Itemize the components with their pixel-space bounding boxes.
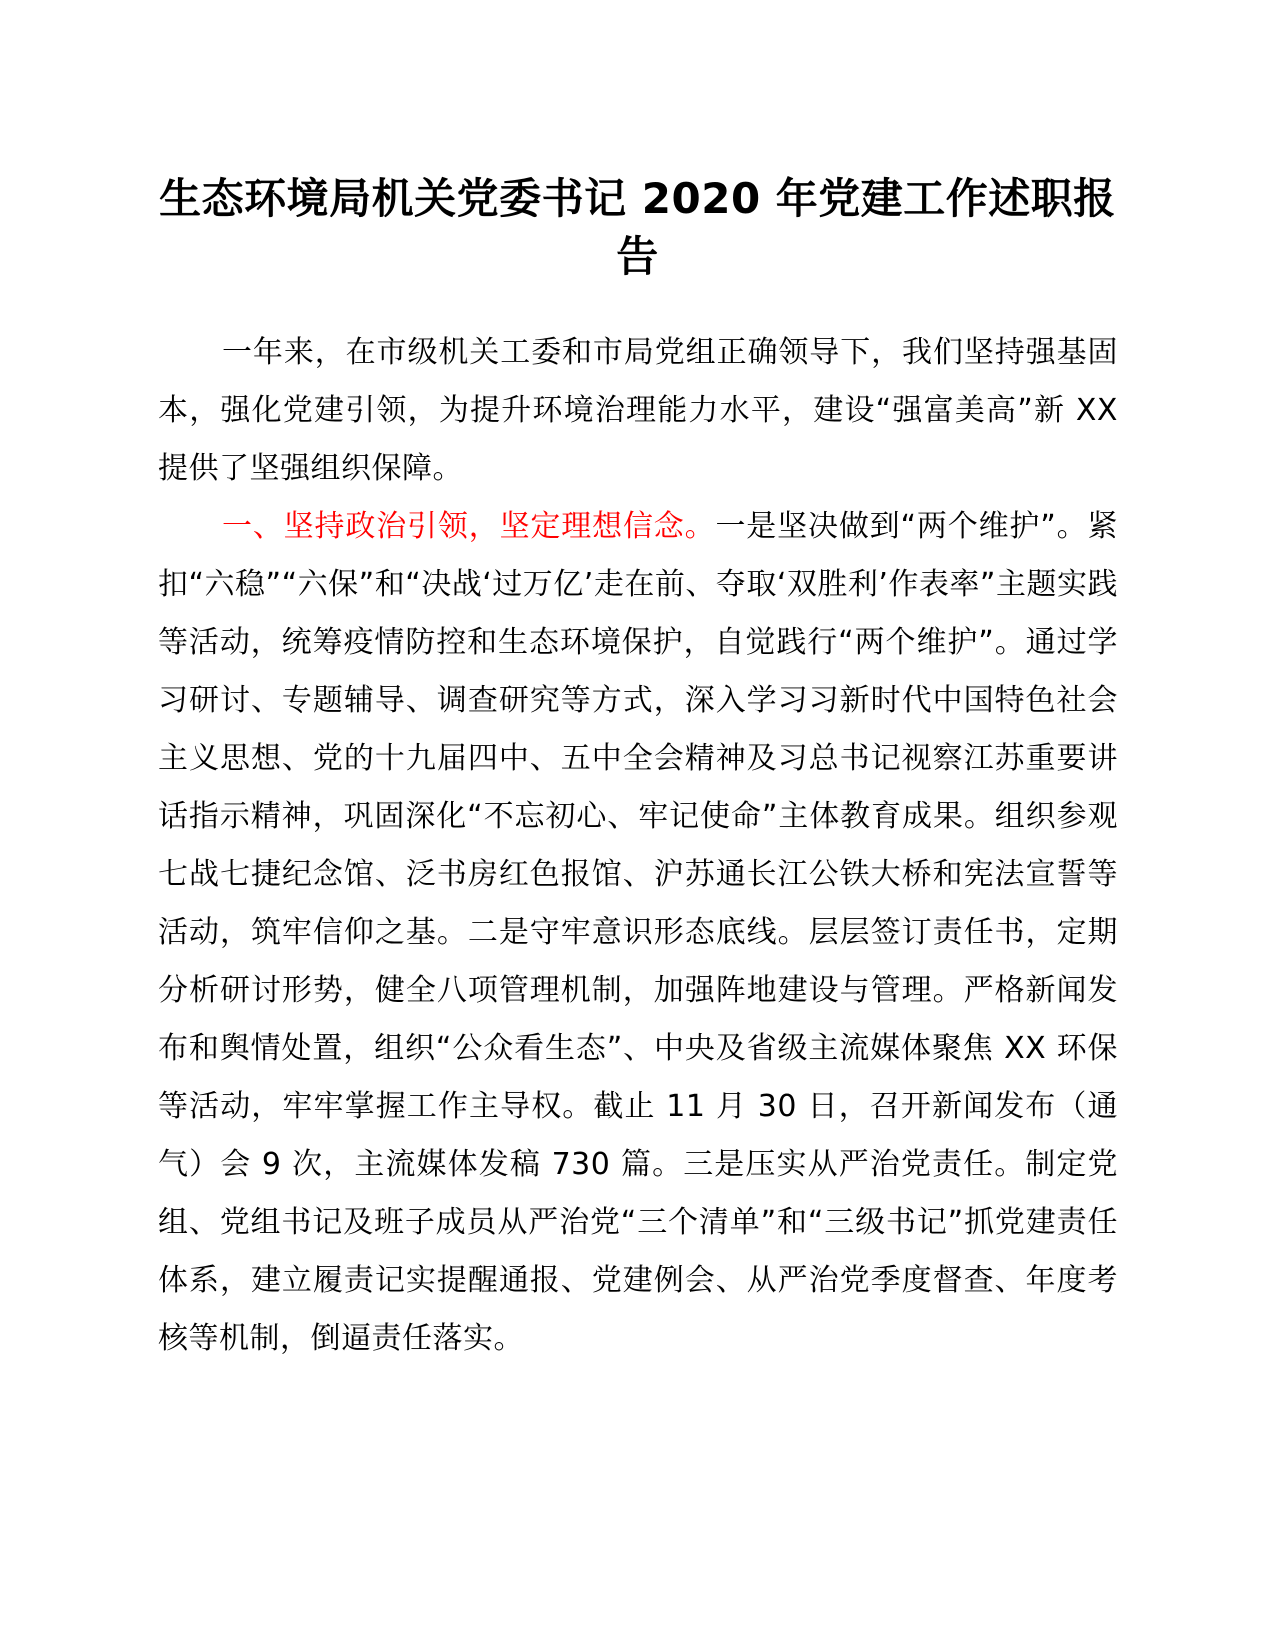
- intro-paragraph-text: 一年来，在市级机关工委和市局党组正确领导下，我们坚持强基固本，强化党建引领，为提升环境治理能力水平，建设“强富美高”新 XX 提供了坚强组织保障。: [158, 335, 1118, 486]
- section-one-heading: 一、坚持政治引领，坚定理想信念。: [222, 509, 716, 544]
- intro-paragraph: [158, 324, 1118, 498]
- document-title: 生态环境局机关党委书记 2020 年党建工作述职报告: [159, 174, 1116, 281]
- section-one-text: 一是坚决做到“两个维护”。紧扣“六稳”“六保”和“决战‘过万亿’走在前、夺取‘双胜利’作表率”主题实践等活动，统筹疫情防控和生态环境保护，自觉践行“两个维护”。通过学习研讨、专题辅导、调查研究等方式，深入学习习新时代中国特色社会主义思想、党的十九届四中、五中全会精神及习总书记视察江苏重要讲话指示精神，巩固深化“不忘初心、牢记使命”主体教育成果。组织参观七战七捷纪念馆、泛书房红色报馆、沪苏通长江公铁大桥和宪法宣誓等活动，筑牢信仰之基。二是守牢意识形态底线。层层签订责任书，定期分析研讨形势，健全八项管理机制，加强阵地建设与管理。严格新闻发布和舆情处置，组织“公众看生态”、中央及省级主流媒体聚焦 XX 环保等活动，牢牢掌握工作主导权。截止 11 月 30 日，召开新闻发布（通气）会 9 次，主流媒体发稿 730 篇。三是压实从严治党责任。制定党组、党组书记及班子成员从严治党“三个清单”和“三级书记”抓党建责任体系，建立履责记实提醒通报、党建例会、从严治党季度督查、年度考核等机制，倒逼责任落实。: [158, 509, 1118, 1356]
- section-one-paragraph: [158, 498, 1118, 1368]
